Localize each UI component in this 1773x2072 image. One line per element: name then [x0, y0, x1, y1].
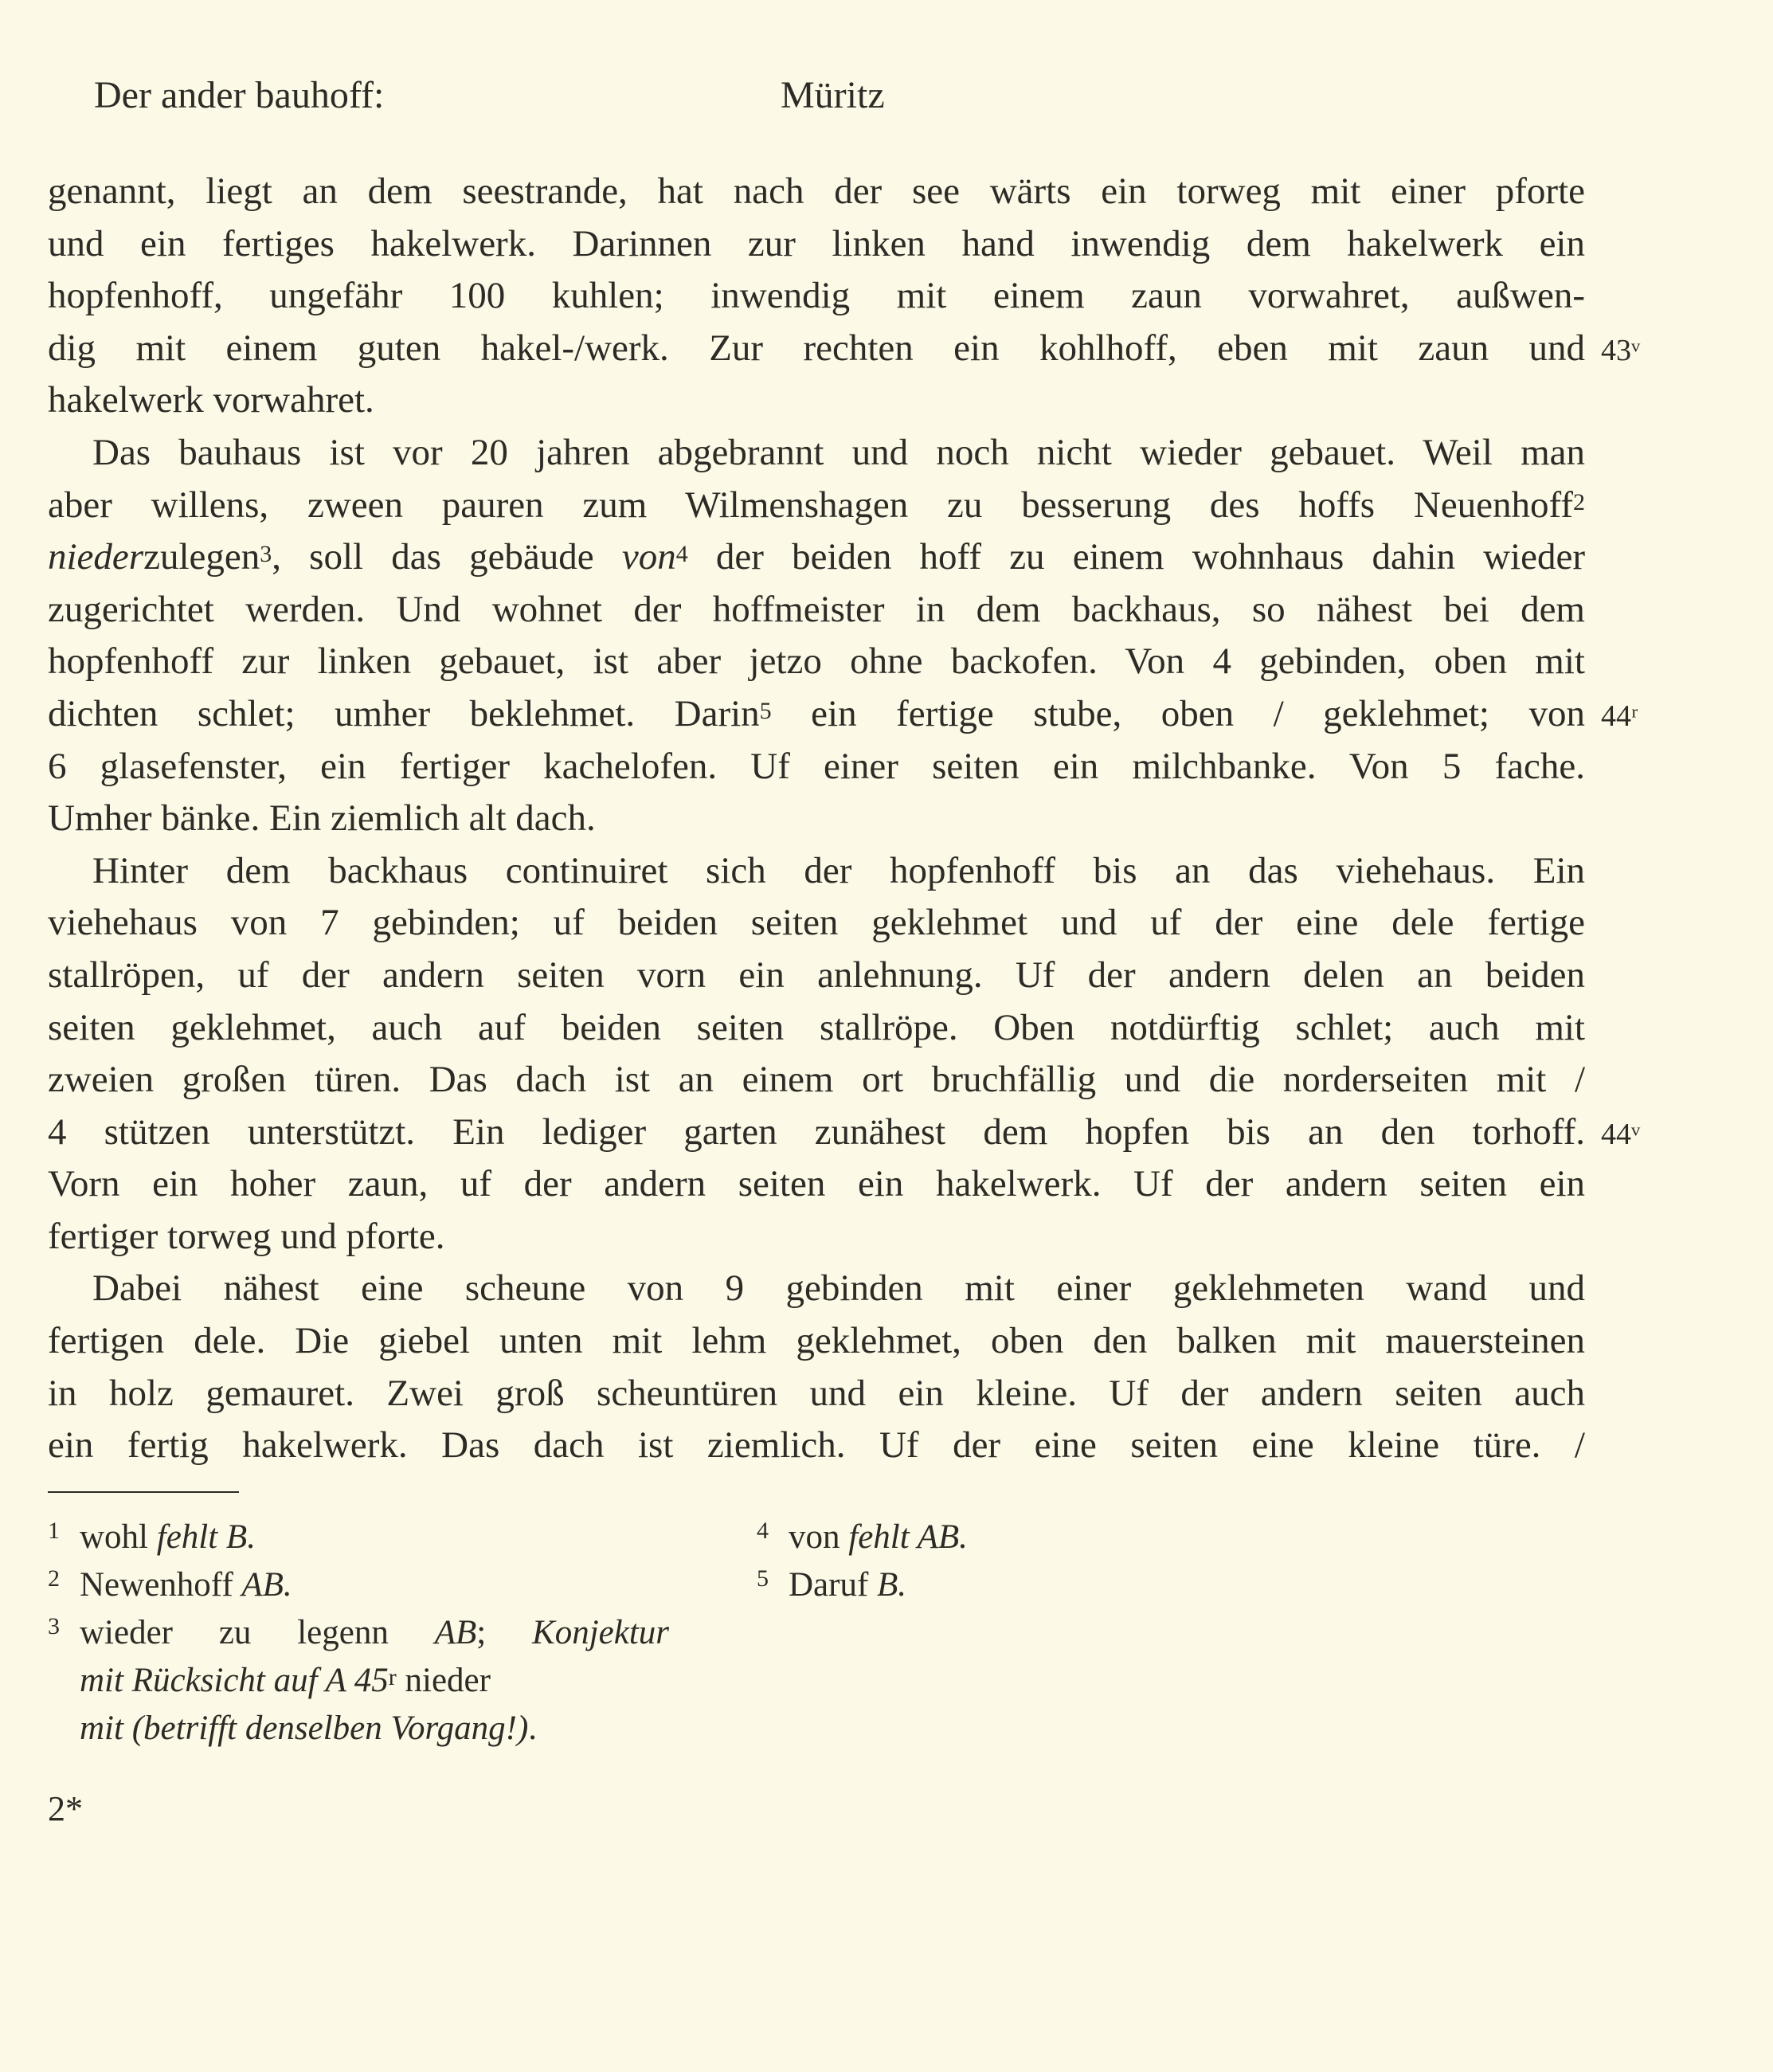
footnote	[48, 1561, 669, 1609]
paragraph-2	[48, 427, 1585, 845]
margin-folio-note: 43ᵛ	[1601, 334, 1641, 367]
text-line: dig mit einem guten hakel-/werk. Zur rechten ein kohlhoff, eben mit zaun und	[48, 327, 1585, 369]
footnote-italic: B.	[877, 1566, 907, 1604]
text-line	[48, 531, 1585, 584]
text-line: zugerichtet werden. Und wohnet der hoffmeister in dem backhaus, so nähest bei dem	[48, 588, 1585, 630]
footnote-line	[80, 1657, 669, 1705]
footnote-line	[80, 1705, 669, 1753]
text-line	[48, 688, 1585, 741]
text-line: Umher bänke. Ein ziemlich alt dach.	[48, 797, 596, 840]
footnote-superscript: r	[388, 1664, 397, 1690]
footnote-number: 4	[757, 1518, 769, 1544]
footnote-ref: 5	[759, 697, 772, 724]
text-line: Vorn ein hoher zaun, uf der andern seiten ein hakelwerk. Uf der andern seiten ein	[48, 1163, 1585, 1205]
text-line: ein fertig hakelwerk. Das dach ist ziemlich. Uf der eine seiten eine kleine türe. /	[48, 1424, 1585, 1467]
paragraph-4	[48, 1263, 1585, 1471]
text-line: stallröpen, uf der andern seiten vorn ein anlehnung. Uf der andern delen an beiden	[48, 954, 1585, 996]
footnote-number: 2	[48, 1565, 60, 1592]
text-line: viehehaus von 7 gebinden; uf beiden seiten geklehmet und uf der eine dele fertige	[48, 902, 1585, 944]
text-run: ein fertige stube, oben / geklehmet; von	[811, 692, 1585, 734]
footnote-text: .	[528, 1710, 538, 1747]
footnote-ref: 4	[675, 541, 688, 568]
text-run: der beiden hoff zu einem wohnhaus dahin wieder	[715, 536, 1586, 578]
text-line: hakelwerk vorwahret.	[48, 379, 374, 421]
paragraph-3	[48, 845, 1585, 1263]
footnote	[48, 1514, 669, 1561]
footnote	[757, 1514, 1314, 1561]
main-text	[48, 166, 1585, 1472]
text-line	[48, 480, 1585, 532]
footnote-text: Newenhoff	[80, 1566, 242, 1604]
footnote-divider	[48, 1491, 239, 1493]
text-run: dichten schlet; umher beklehmet. Darin	[48, 692, 760, 734]
footnote-italic: fehlt B.	[156, 1518, 256, 1556]
text-line: zweien großen türen. Das dach ist an einem ort bruchfällig und die norderseiten mit /	[48, 1059, 1585, 1101]
footnotes-left-column	[48, 1514, 669, 1753]
italic-word: von	[621, 536, 676, 578]
text-line: 6 glasefenster, ein fertiger kachelofen. Uf einer seiten ein milchbanke. Von 5 fache.	[48, 745, 1585, 787]
footnote-number: 5	[757, 1565, 769, 1592]
text-line: hopfenhoff zur linken gebauet, ist aber jetzo ohne backofen. Von 4 gebinden, oben mit	[48, 640, 1585, 683]
text-run: , soll das gebäude	[272, 536, 594, 578]
text-line: hopfenhoff, ungefähr 100 kuhlen; inwendig mit einem zaun vorwahret, außwen-	[48, 275, 1585, 317]
footnote-text: nieder	[396, 1662, 491, 1699]
footnote-ref: 2	[1573, 488, 1585, 515]
footnote	[48, 1609, 669, 1753]
text-line: fertiger torweg und pforte.	[48, 1215, 445, 1257]
footnote-line	[80, 1609, 669, 1657]
footnote-text: ;	[476, 1614, 533, 1651]
running-header-title: Müritz	[781, 74, 885, 116]
signature-mark: 2*	[48, 1789, 83, 1828]
footnote-text: wohl	[80, 1518, 157, 1556]
text-run: aber willens, zween pauren zum Wilmenshagen zu besserung des hoffs Neuenhoff	[48, 484, 1573, 526]
text-line: seiten geklehmet, auch auf beiden seiten stallröpe. Oben notdürftig schlet; auch mit	[48, 1006, 1585, 1048]
text-line: Das bauhaus ist vor 20 jahren abgebrannt und noch nicht wieder gebauet. Weil man	[92, 431, 1585, 473]
margin-folio-note: 44ᵛ	[1601, 1118, 1641, 1151]
text-run: zulegen	[143, 536, 260, 578]
footnote-text: von	[789, 1518, 849, 1556]
text-line: Hinter dem backhaus continuiret sich der hopfenhoff bis an das viehehaus. Ein	[92, 849, 1585, 891]
italic-word: nieder	[48, 536, 144, 578]
footnote-text: wieder zu legenn	[80, 1614, 435, 1651]
footnotes-right-column	[757, 1514, 1314, 1609]
footnote-number: 3	[48, 1613, 60, 1639]
footnote-italic: AB.	[241, 1566, 292, 1604]
text-line: 4 stützen unterstützt. Ein lediger garten zunähest dem hopfen bis an den torhoff.	[48, 1110, 1585, 1153]
text-line: in holz gemauret. Zwei groß scheuntüren und ein kleine. Uf der andern seiten auch	[48, 1372, 1585, 1414]
footnote-italic: fehlt AB.	[848, 1518, 968, 1556]
footnote	[757, 1561, 1314, 1609]
paragraph-1	[48, 166, 1585, 427]
margin-folio-note: 44ʳ	[1601, 699, 1638, 733]
text-line: und ein fertiges hakelwerk. Darinnen zur linken hand inwendig dem hakelwerk ein	[48, 222, 1585, 264]
footnote-italic: Konjektur	[532, 1614, 669, 1651]
footnote-italic: mit Rücksicht auf A 45	[80, 1662, 389, 1699]
text-line: Dabei nähest eine scheune von 9 gebinden mit einer geklehmeten wand und	[92, 1267, 1585, 1310]
text-line: fertigen dele. Die giebel unten mit lehm geklehmet, oben den balken mit mauersteinen	[48, 1320, 1585, 1362]
footnote-italic: AB	[434, 1614, 477, 1651]
footnote-italic: mit (betrifft denselben Vorgang!)	[80, 1710, 529, 1747]
running-header-left: Der ander bauhoff:	[94, 74, 385, 116]
footnote-ref: 3	[260, 541, 272, 568]
footnote-number: 1	[48, 1518, 60, 1544]
text-line: genannt, liegt an dem seestrande, hat nach der see wärts ein torweg mit einer pforte	[48, 170, 1585, 212]
footnote-text: Daruf	[789, 1566, 878, 1604]
